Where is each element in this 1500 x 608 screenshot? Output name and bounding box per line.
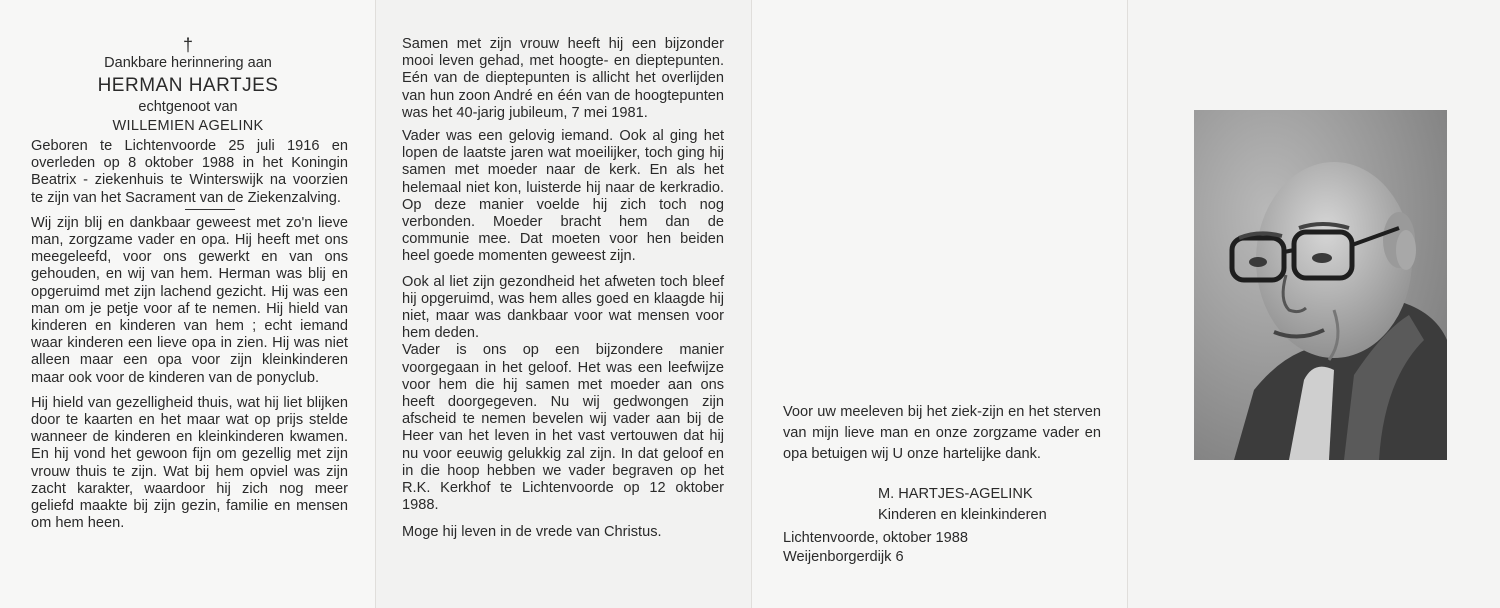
blessing-line: Moge hij leven in de vrede van Christus.	[402, 524, 662, 541]
signer-name: M. HARTJES-AGELINK	[878, 486, 1033, 502]
card-panel-photo	[1128, 0, 1500, 608]
card-panel-left	[0, 0, 376, 608]
biography-text	[31, 138, 348, 532]
intro-line: Dankbare herinnering aan	[104, 55, 272, 71]
thanks-text: Voor uw meeleven bij het ziek-zijn en het sterven van mijn lieve man en onze zorgzame vader en opa betuigen wij U onze hartelijke dank.	[783, 404, 1101, 462]
card-panel-middle	[376, 0, 752, 608]
burial-paragraph: Vader is ons op een bijzondere manier voorgegaan in het geloof. Het was een leefwijze voor hem die hij samen met moeder aan ons heeft doorgegeven. Nu wij gedwongen zijn afscheid te nemen bevelen wij vader aan bij de Heer van het leven in het vast vertouwen dat hij nu voor eeuwig gelukkig zal zijn. In dat geloof en in die hoop hebben we vader begraven op het R.K. Kerkhof te Lichtenvoorde op 12 oktober 1988.	[402, 342, 724, 514]
divider	[185, 209, 235, 210]
home-paragraph: Hij hield van gezelligheid thuis, wat hij liet blijken door te kaarten en het maar wat op prijs stelde wanneer de kinderen en kleinkinderen kwamen. En hij vond het gewoon fijn om gezellig met zijn vrouw thuis te zijn. Wat bij hem opviel was zijn zacht karakter, waardoor hij zich nog meer geliefd maakte bij zijn gezin, familie en mensen om hem heen.	[31, 394, 348, 532]
spouse-name: WILLEMIEN AGELINK	[112, 118, 264, 134]
family-line: Kinderen en kleinkinderen	[878, 507, 1047, 523]
memorial-text	[402, 36, 724, 542]
marriage-paragraph: Samen met zijn vrouw heeft hij een bijzonder mooi leven gehad, met hoogte- en dieptepunten. Eén van de dieptepunten is allicht het overlijden van hun zoon André en één van de hoogtepunten was het 40-jarig jubileum, 7 mei 1981.	[402, 36, 724, 121]
street-address: Weijenborgerdijk 6	[783, 549, 904, 565]
card-panel-thanks	[752, 0, 1128, 608]
cross-icon: †	[182, 35, 193, 55]
portrait-photo	[1194, 110, 1447, 460]
character-paragraph: Wij zijn blij en dankbaar geweest met zo'n lieve man, zorgzame vader en opa. Hij heeft met ons meegeleefd, voor ons gewerkt en van ons gehouden, en wij van hem. Herman was blij en opgeruimd met zijn lachend gezicht. Hij was een man om je petje voor af te nemen. Hij hield van kinderen en kinderen van hem ; echt iemand waar kinderen een lieve opa in zien. Hij was niet alleen maar een opa voor zijn kleinkinderen maar ook voor de kinderen van de ponyclub.	[31, 214, 348, 386]
relation-line: echtgenoot van	[138, 99, 238, 115]
place-date: Lichtenvoorde, oktober 1988	[783, 530, 968, 546]
birth-death-paragraph: Geboren te Lichtenvoorde 25 juli 1916 en overleden op 8 oktober 1988 in het Koningin Beatrix - ziekenhuis te Winterswijk na voorzien te zijn van het Sacrament van de Ziekenzalving.	[31, 138, 348, 206]
deceased-name: HERMAN HARTJES	[97, 75, 279, 96]
faith-paragraph: Vader was een gelovig iemand. Ook al ging het lopen de laatste jaren wat moeilijker, toch ging hij samen met moeder naar de kerk. En als het helemaal niet kon, luisterde hij naar de kerkradio. Op deze manier voelde hij zich toch nog verbonden. Moeder bracht hem dan de communie mee. Dat moeten voor hen beiden heel goede momenten geweest zijn.	[402, 128, 724, 265]
health-paragraph: Ook al liet zijn gezondheid het afweten toch bleef hij opgeruimd, was hem alles goed en klaagde hij niet, maar was dankbaar voor wat mensen voor hem deden.	[402, 273, 724, 342]
